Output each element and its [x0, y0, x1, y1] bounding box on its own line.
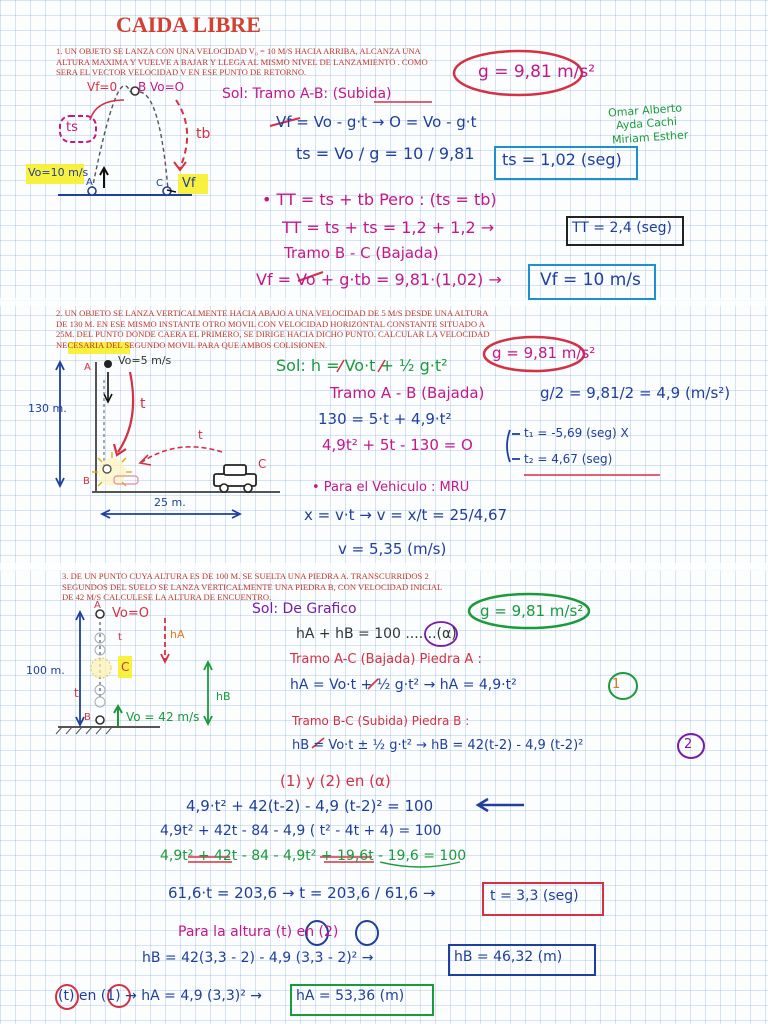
p3-label-b: B	[84, 712, 91, 723]
p2-line-5: 4,9t² + 5t - 130 = O	[322, 436, 473, 454]
p2-gravity: g = 9,81 m/s²	[492, 344, 596, 362]
p2-line-2: Tramo A - B (Bajada)	[330, 384, 485, 402]
p1-line-5: • TT = ts + tb Pero : (ts = tb)	[262, 190, 497, 209]
label-vo-ten: Vo=10 m/s	[28, 166, 89, 179]
p3-line-10: 4,9t² + 42t - 84 - 4,9t² + 19,6t - 19,6 = 100	[160, 848, 467, 864]
p3-line-15: hB = 46,32 (m)	[454, 949, 563, 965]
p3-label-c: C	[121, 660, 130, 674]
problem-1-statement: 1. UN OBJETO SE LANZA CON UNA VELOCIDAD V₀ = 10 M/S HACIA ARRIBA, ALCANZA UNA ALTURA MAXIMA Y VUELVE A BAJAR Y LLEGA AL MISMO NIVEL DE LANZAMIENTO . COMO SERA EL VECTOR VELOCIDAD V EN ESE PUNTO DE RETORNO.	[56, 46, 428, 77]
p3-line-6: hB = Vo·t ± ½ g·t² → hB = 42(t-2) - 4,9 (t-2)²	[292, 738, 584, 753]
student-2: Ayda Cachi	[615, 114, 678, 133]
p3-label-vo: Vo=O	[112, 606, 149, 621]
p3-line-16: (t) en (1) → hA = 4,9 (3,3)² →	[58, 988, 263, 1004]
p2-label-height: 130 m.	[28, 402, 67, 415]
p2-line-3: g/2 = 9,81/2 = 4,9 (m/s²)	[540, 384, 731, 402]
p3-gravity: g = 9,81 m/s²	[480, 602, 584, 620]
p2-label-c: C	[258, 457, 267, 471]
p3-label-height: 100 m.	[26, 664, 65, 677]
p3-line-8: 4,9·t² + 42(t-2) - 4,9 (t-2)² = 100	[186, 797, 434, 815]
problem-3-statement: 3. DE UN PUNTO CUYA ALTURA ES DE 100 M. SE SUELTA UNA PIEDRA A. TRANSCURRIDOS 2 SEGUNDOS DEL SUELO SE LANZA VERTICALMENTE UNA PIEDRA B, CON VELOCIDAD INICIAL DE 42 M/S CALCULESE LA ALTURA DE ENCUENTRO.	[62, 571, 442, 602]
label-point-a: A	[86, 177, 93, 188]
p3-circle-2: 2	[684, 737, 693, 752]
student-1: Omar Alberto	[607, 101, 683, 120]
p2-label-t1: t	[140, 396, 146, 412]
p3-line-13: Para la altura (t) en (2)	[178, 924, 339, 940]
problem-2-statement: 2. UN OBJETO SE LANZA VERTICALMENTE HACIA ABAJO A UNA VELOCIDAD DE 5 M/S DESDE UNA ALTURA DE 130 M. EN ESE MISMO INSTANTE OTRO MOVIL CON VELOCIDAD HORIZONTAL CONSTANTE SITUADO A 25M. DEL PUNTO DONDE CAERA EL PRIMERO, SE DIRIGE HACIA DICHO PUNTO. CALCULAR LA VELOCIDAD NECESARIA DEL SEGUNDO MOVIL PARA QUE AMBOS COLISIONEN.	[56, 308, 490, 350]
label-vf: Vf	[182, 176, 196, 191]
p2-line-4: 130 = 5·t + 4,9·t²	[318, 410, 452, 428]
p2-line-6: t₁ = -5,69 (seg) X	[524, 426, 629, 440]
p3-line-17: hA = 53,36 (m)	[296, 988, 405, 1004]
p2-line-10: v = 5,35 (m/s)	[338, 540, 447, 558]
p1-line-1: Sol: Tramo A-B: (Subida)	[222, 86, 392, 102]
p2-line-7: t₂ = 4,67 (seg)	[524, 452, 613, 466]
p2-line-9: x = v·t → v = x/t = 25/4,67	[304, 506, 508, 524]
p1-gravity: g = 9,81 m/s²	[478, 62, 596, 82]
p3-line-4: hA = Vo·t + ½ g·t² → hA = 4,9·t²	[290, 677, 517, 693]
p1-line-9: Vf = Vo + g·tb = 9,81·(1,02) →	[256, 270, 502, 289]
label-point-c: C	[156, 178, 163, 189]
p3-line-14: hB = 42(3,3 - 2) - 4,9 (3,3 - 2)² →	[142, 950, 374, 966]
p1-line-2: Vf = Vo - g·t → O = Vo - g·t	[276, 113, 477, 131]
p3-line-3: Tramo A-C (Bajada) Piedra A :	[290, 652, 482, 667]
p3-label-hb: hB	[216, 690, 231, 703]
p3-line-1: Sol: De Grafico	[252, 601, 357, 617]
p1-line-3: ts = Vo / g = 10 / 9,81	[296, 144, 475, 163]
p2-line-8: • Para el Vehiculo : MRU	[312, 480, 470, 495]
p3-circle-1: 1	[612, 677, 621, 692]
p3-line-7: (1) y (2) en (α)	[280, 772, 391, 790]
label-vf-zero: Vf=0	[87, 80, 118, 94]
p2-line-1: Sol: h = Vo·t + ½ g·t²	[276, 356, 448, 375]
label-tb: tb	[196, 126, 211, 142]
p3-label-ha: hA	[170, 628, 185, 641]
label-point-b: B	[138, 80, 147, 94]
p3-line-9: 4,9t² + 42t - 84 - 4,9 ( t² - 4t + 4) = 100	[160, 823, 442, 839]
p2-label-b: B	[83, 476, 90, 487]
p3-line-12: t = 3,3 (seg)	[490, 888, 579, 904]
p3-label-a: A	[94, 600, 101, 611]
p2-label-a: A	[84, 362, 91, 373]
label-ts: ts	[66, 120, 78, 135]
p2-label-t2: t	[198, 428, 203, 442]
p1-line-10: Vf = 10 m/s	[540, 270, 641, 290]
p1-line-6: TT = ts + ts = 1,2 + 1,2 →	[282, 218, 495, 237]
label-vo-zero: Vo=O	[150, 80, 185, 94]
p2-label-distance: 25 m.	[154, 496, 186, 509]
p2-label-vo: Vo=5 m/s	[118, 354, 172, 367]
p3-label-t2: t	[74, 686, 79, 700]
p1-line-7: TT = 2,4 (seg)	[572, 220, 672, 236]
p1-line-4: ts = 1,02 (seg)	[502, 150, 622, 169]
p3-line-2: hA + hB = 100 .......(α)	[296, 626, 457, 642]
page-title: CAIDA LIBRE	[116, 12, 261, 37]
p3-line-5: Tramo B-C (Subida) Piedra B :	[292, 714, 470, 728]
student-3: Miriam Esther	[611, 128, 689, 147]
p1-line-8: Tramo B - C (Bajada)	[284, 244, 439, 262]
p3-label-vob: Vo = 42 m/s	[126, 710, 200, 724]
p3-label-t: t	[118, 632, 122, 643]
p3-line-11: 61,6·t = 203,6 → t = 203,6 / 61,6 →	[168, 884, 436, 902]
